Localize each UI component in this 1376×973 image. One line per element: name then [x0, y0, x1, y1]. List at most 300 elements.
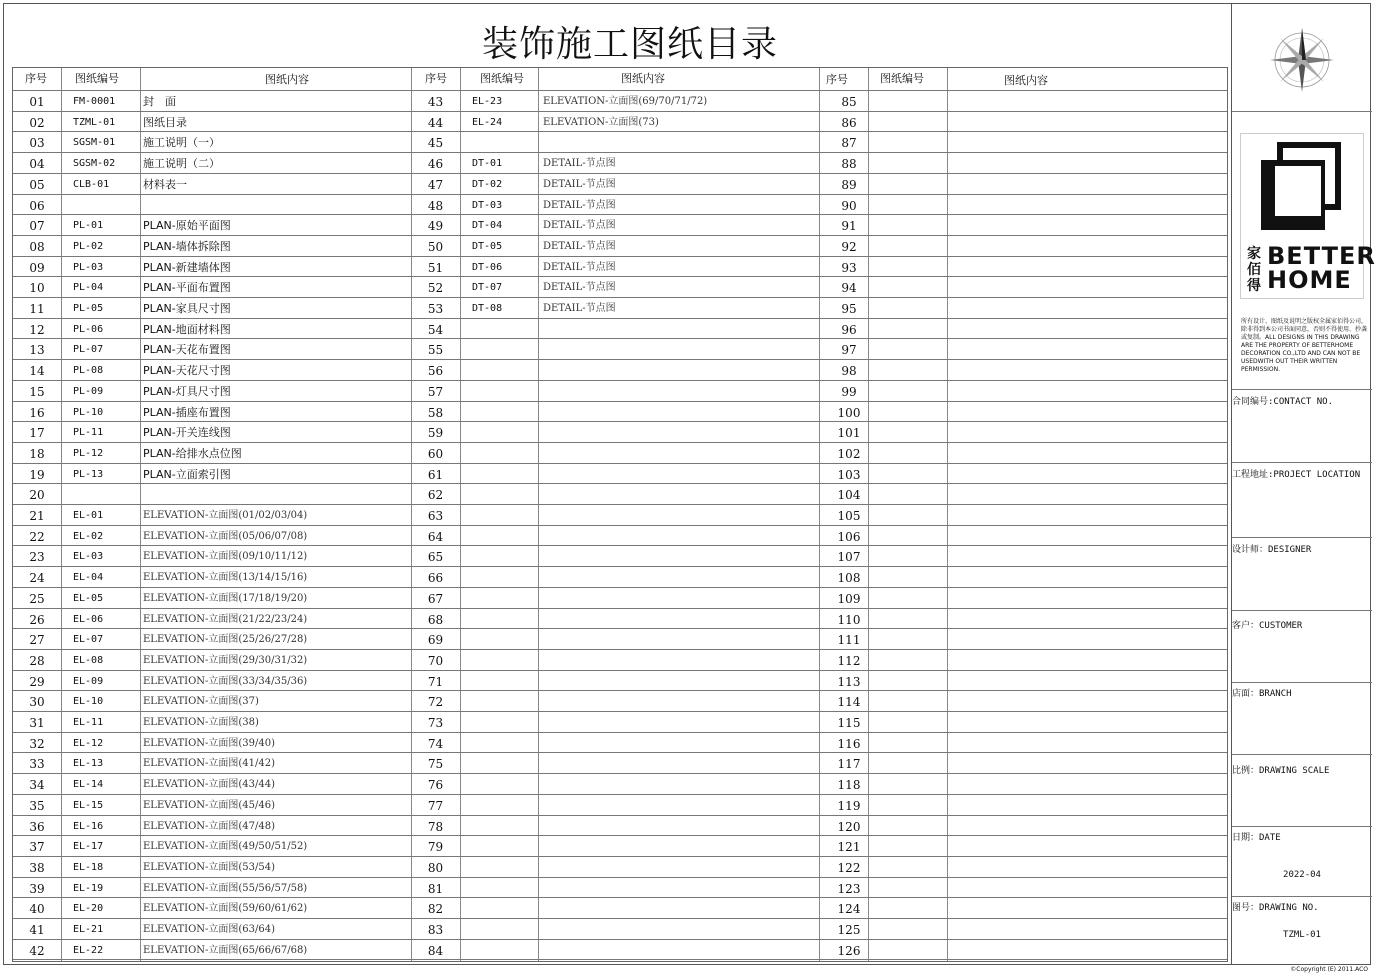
table-row: [13, 380, 1227, 381]
column-divider: [947, 68, 948, 961]
table-row: [13, 794, 1227, 795]
row-no-1: 34: [29, 778, 45, 793]
title-block-divider: [1232, 389, 1372, 390]
row-no-3: 115: [837, 716, 861, 730]
row-no-1: 09: [29, 260, 45, 275]
table-row: [13, 587, 1227, 588]
table-row: [13, 649, 1227, 650]
row-no-1: 23: [29, 550, 45, 565]
row-content-2: DETAIL-节点图: [543, 303, 616, 314]
row-content-2: DETAIL-节点图: [543, 158, 616, 170]
row-content-1: PLAN-天花布置图: [143, 343, 231, 357]
row-content-1: ELEVATION-立面图(09/10/11/12): [143, 551, 308, 563]
row-code-1: EL-09: [73, 675, 104, 687]
table-row: [13, 918, 1227, 919]
table-row: [13, 401, 1227, 402]
row-code-1: PL-13: [73, 468, 104, 480]
row-content-1: 封 面: [143, 95, 176, 108]
row-no-1: 24: [29, 571, 45, 586]
copyright-line: ©Copyright (E) 2011.ACO: [1290, 966, 1368, 973]
header-no-2: 序号: [425, 72, 447, 85]
row-code-2: EL-23: [472, 96, 503, 107]
header-no-3: 序号: [826, 73, 848, 86]
row-no-3: 86: [841, 115, 857, 130]
row-code-1: SGSM-02: [73, 158, 116, 170]
row-no-2: 48: [427, 198, 444, 213]
row-content-2: DETAIL-节点图: [543, 199, 616, 211]
branch-label: 店面：BRANCH: [1232, 689, 1292, 699]
table-row: [13, 421, 1227, 422]
row-content-1: PLAN-给排水点位图: [143, 446, 242, 460]
row-no-3: 97: [841, 343, 857, 358]
row-no-2: 73: [427, 716, 444, 730]
row-no-2: 62: [427, 488, 444, 503]
row-code-1: PL-03: [73, 261, 104, 273]
row-code-1: PL-01: [73, 220, 104, 232]
row-code-1: EL-02: [73, 530, 104, 542]
row-code-1: PL-12: [73, 447, 104, 459]
row-code-1: EL-03: [73, 551, 104, 563]
row-no-2: 60: [427, 446, 444, 461]
row-content-1: ELEVATION-立面图(17/18/19/20): [143, 592, 308, 604]
row-no-2: 44: [427, 115, 444, 130]
header-code-1: 图纸编号: [75, 72, 119, 85]
row-code-1: EL-20: [73, 903, 104, 915]
row-no-1: 12: [29, 322, 45, 337]
column-divider: [140, 68, 141, 961]
title-block-divider: [1232, 537, 1372, 538]
table-row: [13, 877, 1227, 878]
table-row: [13, 256, 1227, 257]
logo-mark-icon: [1261, 142, 1345, 230]
row-content-1: ELEVATION-立面图(25/26/27/28): [143, 634, 308, 646]
row-no-2: 59: [427, 426, 444, 441]
row-code-2: DT-08: [472, 303, 503, 314]
row-code-1: EL-10: [73, 696, 104, 708]
row-no-2: 72: [427, 695, 444, 710]
row-no-3: 90: [841, 198, 857, 213]
row-code-1: PL-07: [73, 344, 104, 356]
row-code-1: CLB-01: [73, 178, 110, 190]
row-no-2: 45: [427, 136, 444, 151]
column-divider: [61, 68, 62, 961]
row-content-1: ELEVATION-立面图(38): [143, 717, 259, 728]
row-no-3: 98: [841, 364, 857, 379]
contract-no-label: 合同编号:CONTACT NO.: [1232, 397, 1334, 407]
row-content-1: 材料表一: [143, 177, 187, 191]
table-row: [13, 835, 1227, 836]
row-no-1: 35: [29, 798, 45, 813]
row-code-1: EL-06: [73, 613, 104, 625]
row-code-1: EL-19: [73, 882, 104, 894]
row-no-1: 33: [29, 757, 45, 772]
row-code-1: PL-10: [73, 406, 104, 418]
row-no-2: 68: [427, 612, 444, 627]
table-row: [13, 276, 1227, 277]
row-no-3: 112: [837, 653, 861, 668]
title-block-divider: [1232, 610, 1372, 611]
table-row: [13, 566, 1227, 567]
row-no-1: 14: [29, 364, 45, 379]
row-no-2: 69: [427, 633, 444, 648]
row-code-1: PL-04: [73, 282, 104, 294]
row-no-1: 25: [29, 591, 45, 606]
row-code-1: PL-02: [73, 240, 104, 252]
row-no-3: 109: [837, 591, 861, 606]
row-code-1: EL-11: [73, 717, 104, 728]
row-code-1: PL-05: [73, 303, 104, 314]
row-no-1: 31: [29, 716, 45, 730]
date-value: 2022-04: [1283, 870, 1321, 880]
row-content-1: ELEVATION-立面图(55/56/57/58): [143, 882, 308, 894]
row-no-3: 99: [841, 384, 857, 399]
table-row: [13, 815, 1227, 816]
customer-label: 客户：CUSTOMER: [1232, 621, 1303, 631]
row-code-2: DT-06: [472, 261, 503, 273]
row-no-1: 22: [29, 529, 45, 544]
row-no-3: 117: [837, 757, 861, 772]
row-no-3: 105: [837, 509, 861, 523]
row-no-1: 30: [29, 695, 45, 710]
table-row: [13, 131, 1227, 132]
row-no-2: 53: [427, 302, 444, 316]
title-block-divider: [1232, 754, 1372, 755]
row-no-2: 79: [427, 840, 444, 855]
row-code-1: EL-07: [73, 634, 104, 646]
row-no-3: 101: [837, 426, 861, 441]
row-code-2: EL-24: [472, 116, 503, 128]
row-content-1: ELEVATION-立面图(45/46): [143, 799, 276, 811]
title-block-divider: [1232, 826, 1372, 827]
row-content-1: PLAN-平面布置图: [143, 281, 231, 295]
row-no-1: 41: [29, 923, 45, 937]
row-no-1: 13: [29, 343, 45, 358]
row-no-2: 65: [427, 550, 444, 565]
row-content-1: ELEVATION-立面图(01/02/03/04): [143, 510, 308, 521]
row-no-3: 114: [837, 695, 861, 710]
row-code-1: EL-01: [73, 510, 104, 521]
row-no-2: 54: [427, 322, 444, 337]
row-content-2: ELEVATION-立面图(73): [543, 116, 659, 128]
row-code-2: DT-04: [472, 220, 503, 232]
row-no-3: 89: [841, 177, 857, 192]
designer-label: 设计师：DESIGNER: [1232, 545, 1312, 555]
row-content-1: 施工说明（一）: [143, 136, 220, 150]
row-content-2: DETAIL-节点图: [543, 178, 616, 190]
row-content-1: ELEVATION-立面图(49/50/51/52): [143, 841, 308, 853]
row-no-1: 06: [29, 198, 45, 213]
row-no-1: 26: [29, 612, 45, 627]
row-no-1: 28: [29, 653, 45, 668]
row-no-1: 20: [29, 488, 45, 503]
row-no-1: 32: [29, 736, 45, 751]
table-row: [13, 173, 1227, 174]
row-content-2: ELEVATION-立面图(69/70/71/72): [543, 96, 708, 107]
table-row: [13, 359, 1227, 360]
row-content-2: DETAIL-节点图: [543, 220, 616, 232]
row-no-1: 05: [29, 177, 45, 192]
row-no-2: 81: [427, 881, 444, 896]
table-row: [13, 545, 1227, 546]
column-divider: [460, 68, 461, 961]
row-no-2: 49: [427, 219, 444, 234]
table-row: [13, 628, 1227, 629]
row-code-1: EL-08: [73, 654, 104, 666]
row-no-2: 67: [427, 591, 444, 606]
drawing-no-value: TZML-01: [1283, 930, 1321, 940]
row-no-2: 57: [427, 384, 444, 399]
row-code-1: FM-0001: [73, 96, 116, 107]
logo-english-line-1: BETTER: [1267, 242, 1376, 270]
title-block-divider: [1232, 462, 1372, 463]
row-content-1: PLAN-开关连线图: [143, 426, 231, 440]
row-code-2: DT-02: [472, 178, 503, 190]
row-code-2: DT-05: [472, 240, 503, 252]
row-no-1: 42: [29, 943, 45, 958]
row-no-1: 04: [29, 157, 45, 172]
north-arrow-icon: [1262, 25, 1342, 95]
header-content-3: 图纸内容: [1004, 74, 1048, 87]
row-content-1: PLAN-新建墙体图: [143, 260, 231, 274]
row-no-2: 51: [427, 260, 444, 275]
row-content-2: DETAIL-节点图: [543, 240, 616, 252]
row-content-1: PLAN-原始平面图: [143, 219, 231, 233]
row-no-2: 83: [427, 923, 444, 937]
row-content-1: ELEVATION-立面图(63/64): [143, 924, 276, 935]
row-no-2: 76: [427, 778, 444, 793]
table-row: [13, 318, 1227, 319]
table-row: [13, 752, 1227, 753]
row-no-2: 58: [427, 405, 444, 420]
table-row: [13, 463, 1227, 464]
row-no-3: 103: [837, 467, 861, 482]
row-no-1: 40: [29, 902, 45, 917]
row-no-3: 120: [837, 819, 861, 834]
table-row: [13, 152, 1227, 153]
row-no-3: 122: [837, 860, 861, 875]
row-code-2: DT-01: [472, 158, 503, 170]
row-content-1: PLAN-灯具尺寸图: [143, 384, 231, 398]
row-no-1: 29: [29, 674, 45, 689]
title-block-divider: [1232, 896, 1372, 897]
row-no-2: 47: [427, 177, 444, 192]
row-content-1: 施工说明（二）: [143, 157, 220, 171]
row-content-1: ELEVATION-立面图(53/54): [143, 861, 276, 873]
row-content-1: ELEVATION-立面图(37): [143, 696, 259, 708]
row-no-3: 123: [837, 881, 861, 896]
row-code-1: EL-05: [73, 592, 104, 604]
row-no-3: 91: [841, 219, 857, 234]
row-content-1: ELEVATION-立面图(39/40): [143, 737, 276, 749]
row-content-1: ELEVATION-立面图(47/48): [143, 820, 276, 832]
row-no-1: 16: [29, 405, 45, 420]
table-row: [13, 959, 1227, 960]
row-no-1: 18: [29, 446, 45, 461]
row-code-1: SGSM-01: [73, 137, 116, 149]
row-no-3: 110: [837, 612, 861, 627]
date-label: 日期：DATE: [1232, 833, 1281, 843]
row-no-1: 38: [29, 860, 45, 875]
row-no-1: 17: [29, 426, 45, 441]
row-content-1: PLAN-立面索引图: [143, 467, 231, 481]
row-content-1: PLAN-插座布置图: [143, 405, 231, 419]
table-row: [13, 525, 1227, 526]
header-code-3: 图纸编号: [880, 72, 924, 85]
row-code-1: PL-08: [73, 365, 104, 377]
row-code-1: EL-12: [73, 737, 104, 749]
row-no-2: 71: [427, 674, 444, 689]
row-no-2: 56: [427, 364, 444, 379]
title-block-divider: [1232, 682, 1372, 683]
row-no-2: 77: [427, 798, 444, 813]
row-no-1: 37: [29, 840, 45, 855]
row-no-1: 27: [29, 633, 45, 648]
row-no-3: 94: [841, 281, 857, 296]
row-content-1: PLAN-家具尺寸图: [143, 302, 231, 315]
row-no-1: 21: [29, 509, 45, 523]
row-content-1: ELEVATION-立面图(41/42): [143, 758, 276, 770]
row-code-1: EL-14: [73, 779, 104, 791]
header-row-divider: [13, 90, 1227, 91]
row-code-1: EL-22: [73, 944, 104, 956]
table-row: [13, 939, 1227, 940]
row-no-2: 63: [427, 509, 444, 523]
row-no-2: 55: [427, 343, 444, 358]
row-no-2: 66: [427, 571, 444, 586]
table-row: [13, 856, 1227, 857]
row-no-2: 46: [427, 157, 444, 172]
row-content-1: ELEVATION-立面图(21/22/23/24): [143, 613, 308, 625]
row-no-1: 10: [29, 281, 45, 296]
table-row: [13, 897, 1227, 898]
row-content-1: ELEVATION-立面图(29/30/31/32): [143, 654, 308, 666]
drawing-scale-label: 比例：DRAWING SCALE: [1232, 766, 1330, 776]
row-code-2: DT-07: [472, 282, 503, 294]
row-no-2: 64: [427, 529, 444, 544]
row-content-1: ELEVATION-立面图(65/66/67/68): [143, 944, 308, 956]
row-no-2: 61: [427, 467, 444, 482]
table-row: [13, 670, 1227, 671]
row-no-3: 95: [841, 302, 857, 316]
row-no-2: 75: [427, 757, 444, 772]
row-no-1: 39: [29, 881, 45, 896]
row-content-1: 图纸目录: [143, 115, 187, 129]
row-content-2: DETAIL-节点图: [543, 282, 616, 294]
row-code-1: EL-17: [73, 841, 104, 853]
row-no-3: 124: [837, 902, 861, 917]
row-no-2: 78: [427, 819, 444, 834]
header-content-1: 图纸内容: [265, 73, 309, 86]
row-no-2: 43: [427, 95, 444, 109]
row-no-1: 15: [29, 384, 45, 399]
row-no-1: 19: [29, 467, 45, 482]
row-code-1: PL-09: [73, 385, 104, 397]
drawing-no-label: 图号：DRAWING NO.: [1232, 903, 1319, 913]
row-no-1: 08: [29, 239, 45, 254]
row-no-1: 11: [29, 302, 45, 316]
table-row: [13, 194, 1227, 195]
row-no-2: 70: [427, 653, 444, 668]
row-no-3: 104: [837, 488, 861, 503]
row-content-1: ELEVATION-立面图(33/34/35/36): [143, 675, 308, 687]
table-row: [13, 338, 1227, 339]
row-no-3: 96: [841, 322, 857, 337]
row-content-1: ELEVATION-立面图(05/06/07/08): [143, 530, 308, 542]
drawing-index-table: [12, 67, 1228, 962]
row-no-3: 92: [841, 239, 857, 254]
table-row: [13, 711, 1227, 712]
row-content-1: PLAN-天花尺寸图: [143, 364, 231, 378]
table-row: [13, 111, 1227, 112]
row-no-1: 36: [29, 819, 45, 834]
table-row: [13, 773, 1227, 774]
row-no-2: 50: [427, 239, 444, 254]
row-content-1: ELEVATION-立面图(59/60/61/62): [143, 903, 308, 915]
table-row: [13, 297, 1227, 298]
row-no-3: 126: [837, 943, 861, 958]
row-no-3: 85: [841, 95, 857, 109]
row-content-1: ELEVATION-立面图(43/44): [143, 779, 276, 791]
table-row: [13, 608, 1227, 609]
row-no-3: 102: [837, 446, 861, 461]
page-title: 装饰施工图纸目录: [481, 24, 778, 65]
row-code-2: DT-03: [472, 199, 503, 211]
row-no-3: 93: [841, 260, 857, 275]
row-code-1: PL-11: [73, 427, 104, 439]
table-row: [13, 504, 1227, 505]
logo-chinese-name: 家佰得: [1247, 246, 1261, 294]
row-no-1: 07: [29, 219, 45, 234]
header-code-2: 图纸编号: [480, 72, 524, 85]
row-content-1: PLAN-地面材料图: [143, 322, 231, 336]
row-no-3: 118: [837, 778, 861, 793]
row-content-2: DETAIL-节点图: [543, 261, 616, 273]
row-no-3: 88: [841, 157, 857, 172]
header-no-1: 序号: [25, 72, 47, 85]
copyright-notice: 所有设计、图纸及说明之版权全属家佰得公司，除非得到本公司书面同意，否则不得使用、抄袭或复制。ALL DESIGNS IN THIS DRAWING ARE THE PROPERTY OF BETTERHOME DECORATION CO.,LTD AND CAN NOT BE USEDWITH OUT THEIR WRITTEN PERMISSION.: [1241, 318, 1368, 373]
row-no-3: 106: [837, 529, 861, 544]
project-location-label: 工程地址:PROJECT LOCATION: [1232, 470, 1361, 480]
row-code-1: EL-21: [73, 924, 104, 935]
row-code-1: TZML-01: [73, 116, 116, 128]
row-no-3: 125: [837, 923, 861, 937]
column-divider: [538, 68, 539, 961]
row-no-2: 52: [427, 281, 444, 296]
row-code-1: EL-13: [73, 758, 104, 770]
table-row: [13, 235, 1227, 236]
row-no-3: 119: [837, 798, 861, 813]
table-row: [13, 732, 1227, 733]
row-no-3: 108: [837, 571, 861, 586]
company-logo: [1240, 133, 1376, 299]
table-row: [13, 214, 1227, 215]
row-no-3: 107: [837, 550, 861, 565]
table-row: [13, 690, 1227, 691]
row-no-3: 111: [837, 633, 861, 648]
row-no-3: 116: [837, 736, 861, 751]
row-no-3: 87: [841, 136, 857, 151]
logo-english-line-2: HOME: [1267, 266, 1352, 294]
row-no-2: 80: [427, 860, 444, 875]
title-block: [1231, 3, 1376, 965]
title-block-divider: [1232, 111, 1372, 112]
row-code-1: EL-18: [73, 861, 104, 873]
row-no-3: 121: [837, 840, 861, 855]
row-content-1: PLAN-墙体拆除图: [143, 239, 231, 253]
row-no-1: 01: [29, 95, 45, 109]
row-code-1: PL-06: [73, 323, 104, 335]
row-content-1: ELEVATION-立面图(13/14/15/16): [143, 572, 308, 584]
